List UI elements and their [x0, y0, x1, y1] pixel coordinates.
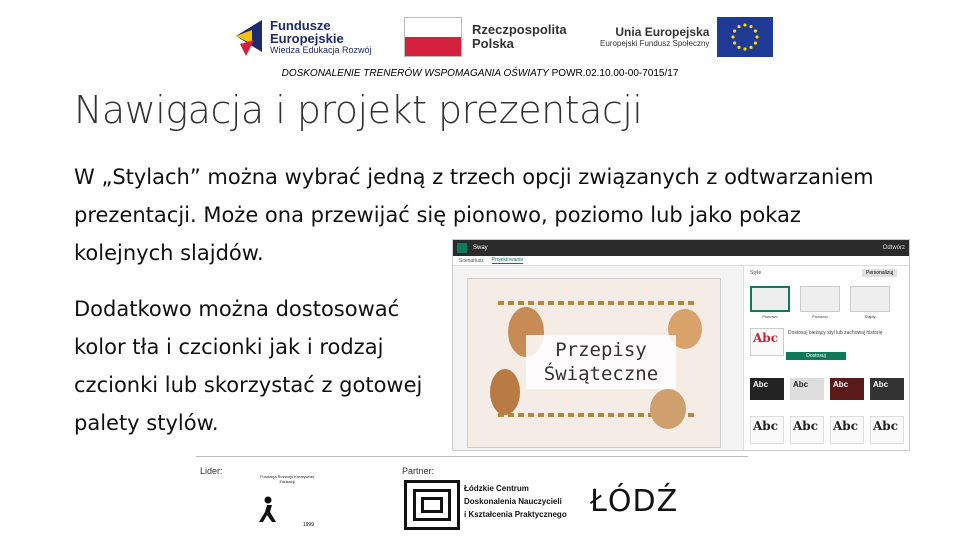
- font-thumb-3[interactable]: Abc: [830, 416, 864, 444]
- option-horizontal[interactable]: [800, 286, 840, 312]
- gingerbread-cookie-2: [650, 389, 686, 429]
- tab-projektowanie[interactable]: Projektowanie: [491, 257, 524, 263]
- rzeczpospolita-logo: [404, 16, 576, 58]
- paragraph-1: W „Stylach” można wybrać jedną z trzech opcji związanych z odtwarzaniem prezentacji. Może ona przewijać się pionowo, poziomo lub jako pokaz kolejnych slajdów.: [74, 165, 874, 265]
- option-vertical-label: Pionowo: [762, 314, 778, 319]
- personalize-button[interactable]: Personalizuj: [862, 269, 897, 277]
- lider-year: 1999: [302, 522, 314, 528]
- customize-button[interactable]: Dostosuj: [786, 352, 846, 360]
- lider-logo: [256, 474, 318, 530]
- polish-flag-icon: [404, 17, 462, 57]
- sway-screenshot: [452, 239, 910, 451]
- style-thumb-4[interactable]: Abc: [870, 378, 904, 400]
- option-horizontal-label: Poziomo: [812, 314, 828, 319]
- sway-canvas: [467, 278, 721, 448]
- gingerbread-tree: [490, 369, 520, 415]
- canvas-title: Przepisy Świąteczne: [526, 335, 676, 389]
- project-caption: [0, 68, 960, 79]
- fe-line2: Europejskie: [270, 31, 344, 47]
- style-thumb-3[interactable]: Abc: [830, 378, 864, 400]
- slide-title: Nawigacja i projekt prezentacji: [74, 88, 643, 132]
- rp-line1: Rzeczpospolita: [472, 21, 567, 37]
- option-slides-label: Slajdy: [864, 314, 876, 319]
- variation-text: Dostosuj bieżący styl lub zachowaj historię: [788, 330, 883, 336]
- style-panel: [743, 266, 910, 451]
- fundusze-europejskie-logo: [234, 14, 374, 60]
- ue-line1: Unia Europejska: [615, 25, 710, 39]
- style-thumb-2[interactable]: Abc: [790, 378, 824, 400]
- tab-scenariusz[interactable]: Scenariusz: [459, 257, 484, 264]
- font-thumb-2[interactable]: Abc: [790, 416, 824, 444]
- fe-star-icon: [234, 16, 264, 58]
- footer-divider: [196, 456, 748, 457]
- option-slides[interactable]: [850, 286, 890, 312]
- eu-flag-icon: [717, 17, 773, 57]
- current-style-preview[interactable]: Abc: [750, 328, 784, 356]
- sway-app-icon: [457, 243, 467, 253]
- lcdnikp-name: [464, 482, 567, 521]
- sway-app-name: Sway: [473, 245, 488, 251]
- rp-line2: Polska: [472, 36, 514, 51]
- sway-titlebar: [453, 240, 909, 256]
- ue-line2: Europejski Fundusz Społeczny: [600, 39, 710, 49]
- font-thumb-4[interactable]: Abc: [870, 416, 904, 444]
- style-thumb-1[interactable]: Abc: [750, 378, 784, 400]
- odn-line2: Doskonalenia Nauczycieli: [464, 497, 562, 506]
- paragraph-2: Dodatkowo można dostosować kolor tła i czcionki jak i rodzaj czcionki lub skorzystać z gotowej palety stylów.: [74, 297, 423, 435]
- lider-label: Lider:: [200, 466, 223, 476]
- lcdnikp-square-icon: [404, 480, 460, 530]
- lider-name: Fundacja Rozwoju Kreatywnej Edukacji: [260, 474, 314, 484]
- lodz-logo: ŁÓDŹ: [590, 484, 679, 519]
- project-code: POWR.02.10.00-00-7015/17: [548, 68, 679, 79]
- unia-europejska-logo: [600, 16, 790, 58]
- walking-figure-icon: [258, 496, 284, 531]
- font-thumb-1[interactable]: Abc: [750, 416, 784, 444]
- odn-line3: i Kształcenia Praktycznego: [464, 510, 567, 519]
- project-name: DOSKONALENIE TRENERÓW WSPOMAGANIA OŚWIATY: [281, 68, 549, 79]
- fe-line1: Fundusze: [270, 17, 331, 33]
- play-button[interactable]: Odtwórz: [882, 245, 905, 251]
- partner-label: Partner:: [402, 466, 435, 476]
- sway-tabs: [453, 256, 909, 266]
- fe-line3: Wiedza Edukacja Rozwój: [270, 44, 372, 55]
- garland-top: [498, 301, 698, 305]
- odn-line1: Łódzkie Centrum: [464, 484, 529, 493]
- panel-title: Style: [750, 270, 762, 276]
- option-vertical[interactable]: [750, 286, 790, 312]
